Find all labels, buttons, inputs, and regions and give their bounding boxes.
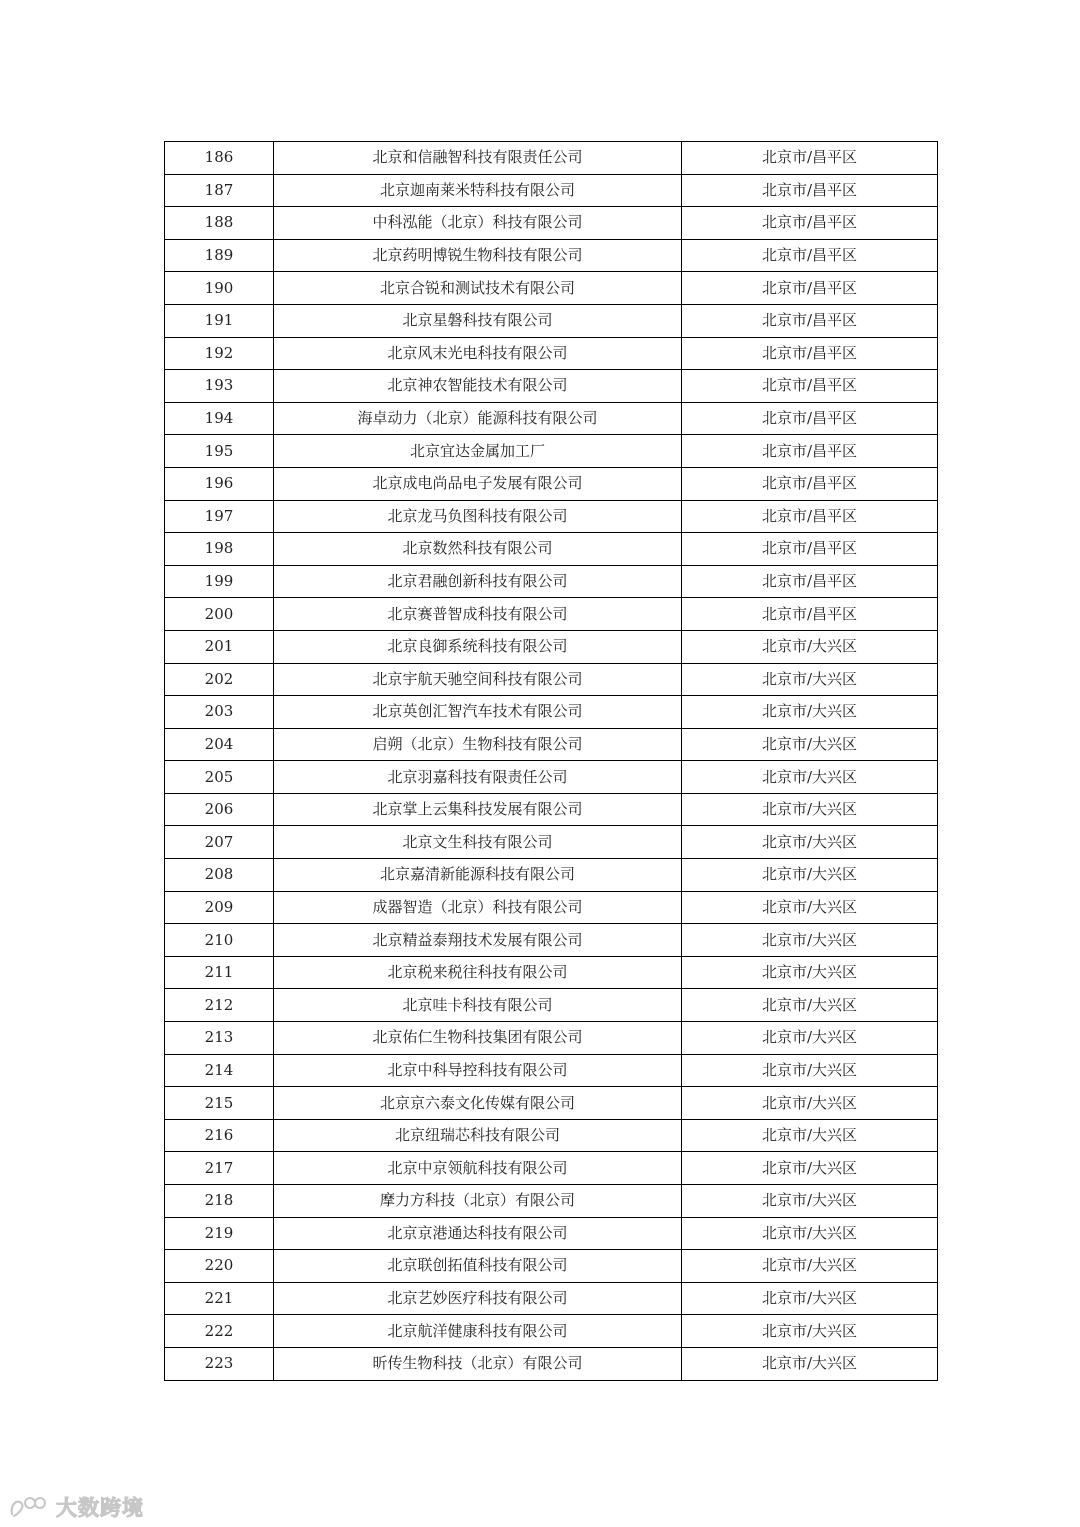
company-name-cell: 北京纽瑞芯科技有限公司: [274, 1119, 682, 1152]
table-row: [165, 598, 938, 631]
table-body: [165, 142, 938, 1381]
location-cell: 北京市/大兴区: [682, 1152, 938, 1185]
brand-logo-icon: [8, 1494, 48, 1520]
table-row: [165, 272, 938, 305]
row-number-cell: 195: [165, 435, 274, 468]
row-number-cell: 193: [165, 370, 274, 403]
row-number-cell: 207: [165, 826, 274, 859]
row-number-cell: 189: [165, 239, 274, 272]
table-row: [165, 924, 938, 957]
table-row: [165, 630, 938, 663]
row-number-cell: 187: [165, 174, 274, 207]
location-cell: 北京市/昌平区: [682, 435, 938, 468]
table-row: [165, 467, 938, 500]
company-name-cell: 北京中京领航科技有限公司: [274, 1152, 682, 1185]
location-cell: 北京市/大兴区: [682, 989, 938, 1022]
table-row: [165, 174, 938, 207]
row-number-cell: 191: [165, 304, 274, 337]
table-row: [165, 207, 938, 240]
row-number-cell: 202: [165, 663, 274, 696]
company-name-cell: 北京龙马负图科技有限公司: [274, 500, 682, 533]
table-row: [165, 337, 938, 370]
location-cell: 北京市/大兴区: [682, 630, 938, 663]
company-name-cell: 北京神农智能技术有限公司: [274, 370, 682, 403]
table-row: [165, 793, 938, 826]
table-row: [165, 1250, 938, 1283]
watermark-text: 大数跨境: [56, 1496, 144, 1520]
row-number-cell: 204: [165, 728, 274, 761]
location-cell: 北京市/大兴区: [682, 1022, 938, 1055]
row-number-cell: 212: [165, 989, 274, 1022]
location-cell: 北京市/大兴区: [682, 891, 938, 924]
row-number-cell: 203: [165, 696, 274, 729]
company-name-cell: 启朔（北京）生物科技有限公司: [274, 728, 682, 761]
company-name-cell: 北京成电尚品电子发展有限公司: [274, 467, 682, 500]
row-number-cell: 188: [165, 207, 274, 240]
row-number-cell: 190: [165, 272, 274, 305]
table-row: [165, 859, 938, 892]
location-cell: 北京市/昌平区: [682, 598, 938, 631]
company-name-cell: 北京艺妙医疗科技有限公司: [274, 1282, 682, 1315]
location-cell: 北京市/大兴区: [682, 696, 938, 729]
table-row: [165, 826, 938, 859]
location-cell: 北京市/昌平区: [682, 402, 938, 435]
location-cell: 北京市/昌平区: [682, 207, 938, 240]
row-number-cell: 186: [165, 142, 274, 175]
table-row: [165, 1119, 938, 1152]
location-cell: 北京市/昌平区: [682, 272, 938, 305]
company-name-cell: 北京合锐和测试技术有限公司: [274, 272, 682, 305]
table-row: [165, 696, 938, 729]
location-cell: 北京市/大兴区: [682, 728, 938, 761]
location-cell: 北京市/昌平区: [682, 239, 938, 272]
table-row: [165, 142, 938, 175]
company-name-cell: 摩力方科技（北京）有限公司: [274, 1185, 682, 1218]
table-row: [165, 1347, 938, 1380]
company-name-cell: 北京嘉清新能源科技有限公司: [274, 859, 682, 892]
table-row: [165, 891, 938, 924]
table-row: [165, 304, 938, 337]
row-number-cell: 205: [165, 761, 274, 794]
row-number-cell: 216: [165, 1119, 274, 1152]
company-name-cell: 北京宇航天驰空间科技有限公司: [274, 663, 682, 696]
row-number-cell: 201: [165, 630, 274, 663]
row-number-cell: 198: [165, 533, 274, 566]
location-cell: 北京市/大兴区: [682, 924, 938, 957]
row-number-cell: 219: [165, 1217, 274, 1250]
row-number-cell: 221: [165, 1282, 274, 1315]
table-row: [165, 1282, 938, 1315]
location-cell: 北京市/昌平区: [682, 467, 938, 500]
company-name-cell: 北京英创汇智汽车技术有限公司: [274, 696, 682, 729]
company-name-cell: 北京航洋健康科技有限公司: [274, 1315, 682, 1348]
row-number-cell: 206: [165, 793, 274, 826]
row-number-cell: 213: [165, 1022, 274, 1055]
company-name-cell: 北京宜达金属加工厂: [274, 435, 682, 468]
row-number-cell: 220: [165, 1250, 274, 1283]
location-cell: 北京市/大兴区: [682, 761, 938, 794]
table-row: [165, 533, 938, 566]
company-name-cell: 北京精益泰翔技术发展有限公司: [274, 924, 682, 957]
company-name-cell: 成器智造（北京）科技有限公司: [274, 891, 682, 924]
table-row: [165, 1022, 938, 1055]
table-row: [165, 989, 938, 1022]
table-row: [165, 728, 938, 761]
location-cell: 北京市/大兴区: [682, 859, 938, 892]
location-cell: 北京市/大兴区: [682, 1347, 938, 1380]
location-cell: 北京市/昌平区: [682, 304, 938, 337]
company-name-cell: 北京风末光电科技有限公司: [274, 337, 682, 370]
company-name-cell: 北京星磐科技有限公司: [274, 304, 682, 337]
table-row: [165, 1217, 938, 1250]
row-number-cell: 194: [165, 402, 274, 435]
row-number-cell: 218: [165, 1185, 274, 1218]
company-name-cell: 北京哇卡科技有限公司: [274, 989, 682, 1022]
company-name-cell: 北京赛普智成科技有限公司: [274, 598, 682, 631]
company-name-cell: 海卓动力（北京）能源科技有限公司: [274, 402, 682, 435]
table-row: [165, 500, 938, 533]
location-cell: 北京市/大兴区: [682, 1315, 938, 1348]
company-name-cell: 北京掌上云集科技发展有限公司: [274, 793, 682, 826]
table-row: [165, 239, 938, 272]
company-name-cell: 北京中科导控科技有限公司: [274, 1054, 682, 1087]
table-row: [165, 663, 938, 696]
table-row: [165, 402, 938, 435]
location-cell: 北京市/昌平区: [682, 370, 938, 403]
row-number-cell: 208: [165, 859, 274, 892]
company-name-cell: 北京药明博锐生物科技有限公司: [274, 239, 682, 272]
watermark: [8, 1492, 144, 1522]
table-row: [165, 435, 938, 468]
company-list-table: [164, 141, 938, 1381]
table-row: [165, 565, 938, 598]
location-cell: 北京市/昌平区: [682, 174, 938, 207]
row-number-cell: 196: [165, 467, 274, 500]
location-cell: 北京市/大兴区: [682, 826, 938, 859]
location-cell: 北京市/昌平区: [682, 142, 938, 175]
location-cell: 北京市/大兴区: [682, 663, 938, 696]
company-name-cell: 北京京港通达科技有限公司: [274, 1217, 682, 1250]
location-cell: 北京市/大兴区: [682, 1185, 938, 1218]
row-number-cell: 223: [165, 1347, 274, 1380]
table-row: [165, 1152, 938, 1185]
company-name-cell: 北京联创拓值科技有限公司: [274, 1250, 682, 1283]
row-number-cell: 214: [165, 1054, 274, 1087]
row-number-cell: 209: [165, 891, 274, 924]
company-name-cell: 北京良御系统科技有限公司: [274, 630, 682, 663]
company-name-cell: 昕传生物科技（北京）有限公司: [274, 1347, 682, 1380]
table-row: [165, 1185, 938, 1218]
location-cell: 北京市/大兴区: [682, 1119, 938, 1152]
company-name-cell: 北京迦南莱米特科技有限公司: [274, 174, 682, 207]
company-name-cell: 中科泓能（北京）科技有限公司: [274, 207, 682, 240]
location-cell: 北京市/昌平区: [682, 565, 938, 598]
company-name-cell: 北京文生科技有限公司: [274, 826, 682, 859]
row-number-cell: 222: [165, 1315, 274, 1348]
row-number-cell: 197: [165, 500, 274, 533]
company-name-cell: 北京和信融智科技有限责任公司: [274, 142, 682, 175]
row-number-cell: 210: [165, 924, 274, 957]
table-row: [165, 761, 938, 794]
company-name-cell: 北京税来税往科技有限公司: [274, 956, 682, 989]
location-cell: 北京市/昌平区: [682, 533, 938, 566]
location-cell: 北京市/大兴区: [682, 1054, 938, 1087]
location-cell: 北京市/大兴区: [682, 956, 938, 989]
row-number-cell: 199: [165, 565, 274, 598]
table-row: [165, 956, 938, 989]
row-number-cell: 192: [165, 337, 274, 370]
location-cell: 北京市/大兴区: [682, 793, 938, 826]
company-name-cell: 北京君融创新科技有限公司: [274, 565, 682, 598]
row-number-cell: 200: [165, 598, 274, 631]
company-name-cell: 北京京六泰文化传媒有限公司: [274, 1087, 682, 1120]
company-name-cell: 北京佑仁生物科技集团有限公司: [274, 1022, 682, 1055]
row-number-cell: 215: [165, 1087, 274, 1120]
table-row: [165, 1315, 938, 1348]
table-row: [165, 1054, 938, 1087]
row-number-cell: 217: [165, 1152, 274, 1185]
row-number-cell: 211: [165, 956, 274, 989]
company-name-cell: 北京数然科技有限公司: [274, 533, 682, 566]
table-row: [165, 1087, 938, 1120]
location-cell: 北京市/昌平区: [682, 337, 938, 370]
table-row: [165, 370, 938, 403]
location-cell: 北京市/昌平区: [682, 500, 938, 533]
location-cell: 北京市/大兴区: [682, 1250, 938, 1283]
location-cell: 北京市/大兴区: [682, 1087, 938, 1120]
company-name-cell: 北京羽嘉科技有限责任公司: [274, 761, 682, 794]
location-cell: 北京市/大兴区: [682, 1217, 938, 1250]
location-cell: 北京市/大兴区: [682, 1282, 938, 1315]
